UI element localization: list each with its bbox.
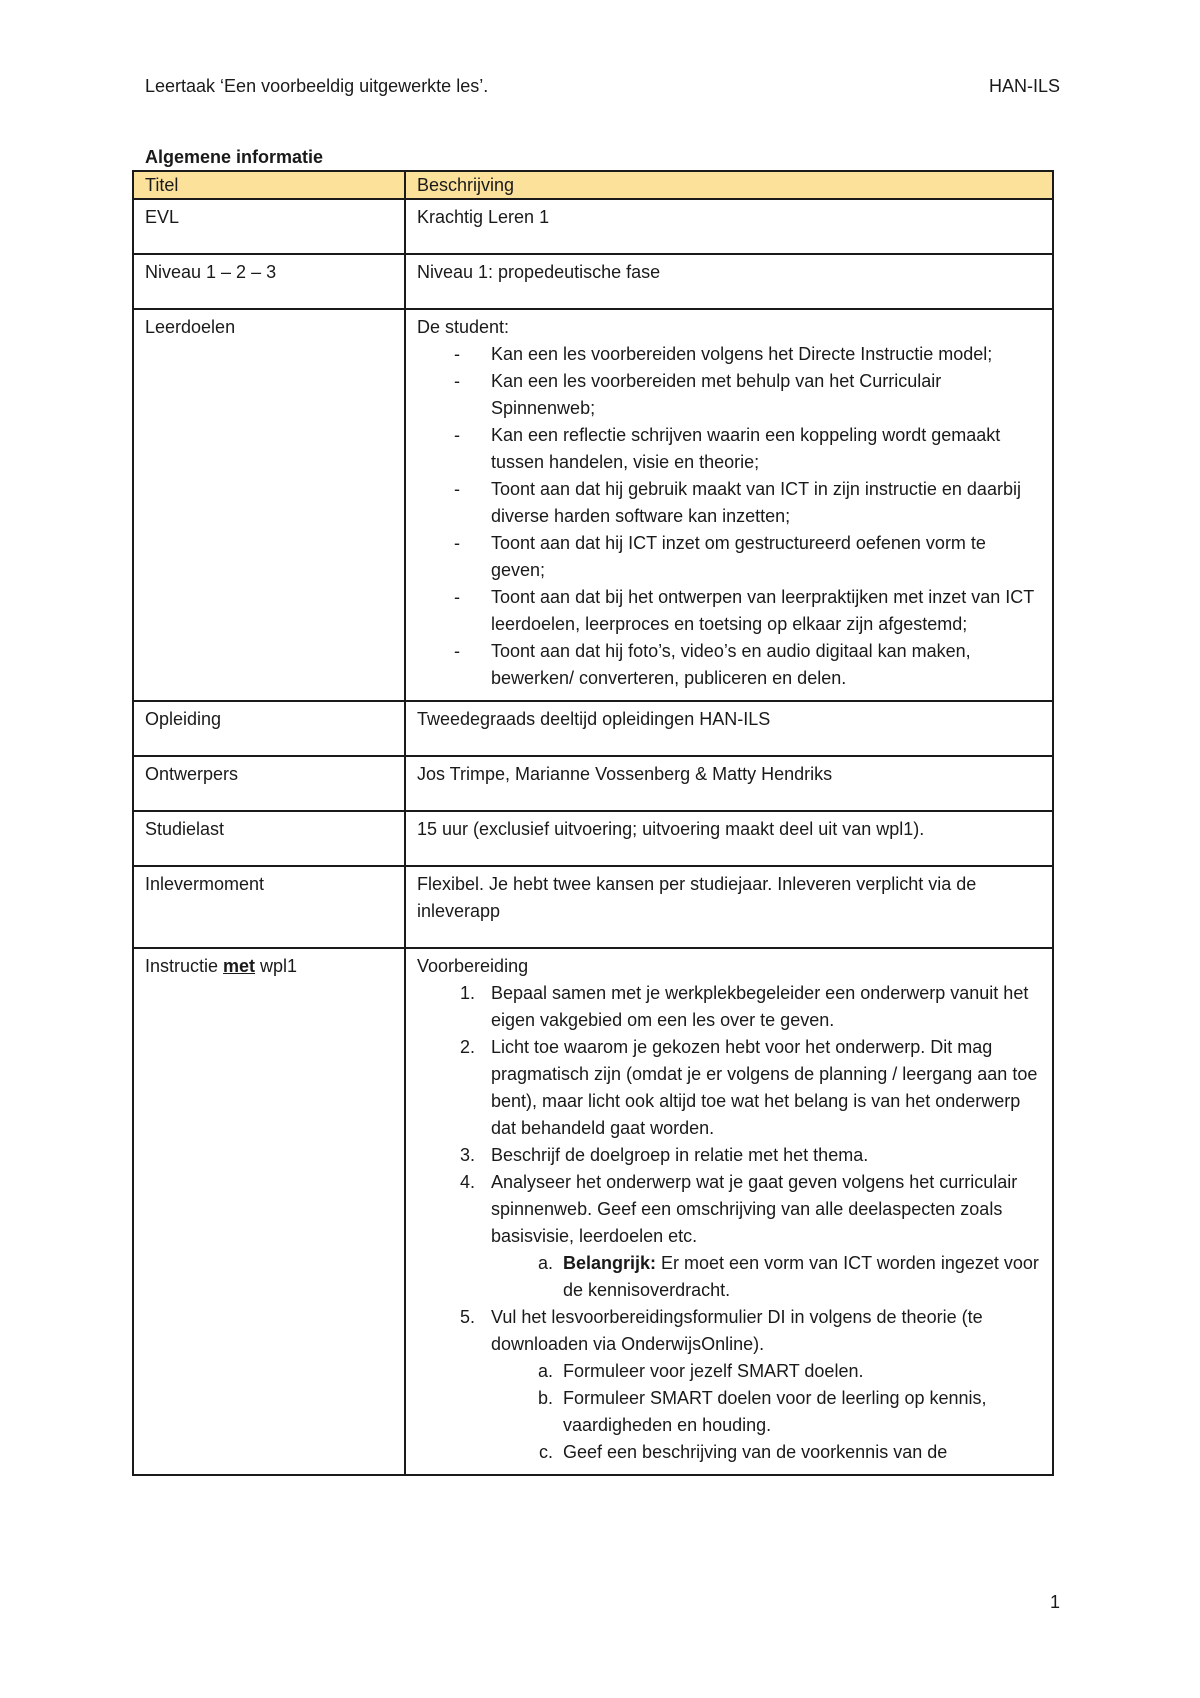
voorbereiding-heading: Voorbereiding	[417, 956, 529, 976]
row-label-opleiding: Opleiding	[133, 701, 405, 756]
voorbereiding-steps	[417, 980, 1041, 1466]
list-item: c. Geef een beschrijving van de voorkennis van de	[538, 1442, 948, 1462]
row-value-ontwerpers: Jos Trimpe, Marianne Vossenberg & Matty Hendriks	[405, 756, 1053, 811]
table-row	[133, 948, 1053, 1475]
table-row	[133, 756, 1053, 811]
list-item: - Kan een les voorbereiden volgens het Directe Instructie model;	[454, 344, 993, 364]
list-item: - Toont aan dat hij foto’s, video’s en audio digitaal kan maken, bewerken/ converteren, publiceren en delen.	[454, 641, 971, 688]
list-item: a. Belangrijk: Er moet een vorm van ICT worden ingezet voor de kennisoverdracht.	[537, 1253, 1039, 1300]
list-item: b. Formuleer SMART doelen voor de leerling op kennis, vaardigheden en houding.	[537, 1388, 987, 1435]
list-item: 1. Bepaal samen met je werkplekbegeleider een onderwerp vanuit het eigen vakgebied om een les over te geven.	[459, 983, 1029, 1030]
list-item: 4. Analyseer het onderwerp wat je gaat geven volgens het curriculair spinnenweb. Geef een omschrijving van alle deelaspecten zoals basisvisie, leerdoelen etc. a. Belangrijk: Er moet een vorm van ICT worden ingezet voor de kennisoverdracht.	[417, 1169, 1041, 1304]
list-item: 2. Licht toe waarom je gekozen hebt voor het onderwerp. Dit mag pragmatisch zijn (omdat je er volgens de planning / leergang aan toe bent), maar licht ook altijd toe wat het belang is van het onderwerp dat behandeld gaat worden.	[459, 1037, 1038, 1138]
table-row	[133, 866, 1053, 948]
header-document-title: Leertaak ‘Een voorbeeldig uitgewerkte les’.	[145, 76, 489, 96]
column-header-beschrijving: Beschrijving	[405, 171, 1053, 199]
list-item: 5. Vul het lesvoorbereidingsformulier DI in volgens de theorie (te downloaden via OnderwijsOnline). a. Formuleer voor jezelf SMART doelen. b. Formuleer SMART doelen voor de leerling op kennis, vaardigheden en houding. c. Geef een beschrijving van de voorkennis van de	[417, 1304, 1041, 1466]
row-label-ontwerpers: Ontwerpers	[133, 756, 405, 811]
page-number: 1	[1049, 1592, 1060, 1612]
table-row	[133, 811, 1053, 866]
list-item: a. Formuleer voor jezelf SMART doelen.	[537, 1361, 864, 1381]
list-item: - Toont aan dat bij het ontwerpen van leerpraktijken met inzet van ICT leerdoelen, leerproces en toetsing op elkaar zijn afgestemd;	[454, 587, 1034, 634]
row-label-niveau: Niveau 1 – 2 – 3	[133, 254, 405, 309]
leerdoelen-list	[417, 341, 1041, 692]
row-value-leerdoelen	[405, 309, 1053, 701]
row-value-niveau: Niveau 1: propedeutische fase	[405, 254, 1053, 309]
row-value-inlevermoment: Flexibel. Je hebt twee kansen per studiejaar. Inleveren verplicht via de inleverapp	[405, 866, 1053, 948]
table-row	[133, 309, 1053, 701]
section-title: Algemene informatie	[145, 147, 324, 167]
row-label-studielast: Studielast	[133, 811, 405, 866]
list-item: - Kan een reflectie schrijven waarin een koppeling wordt gemaakt tussen handelen, visie en theorie;	[454, 425, 1001, 472]
row-label-evl: EVL	[133, 199, 405, 254]
table-row	[133, 199, 1053, 254]
info-table	[132, 170, 1054, 1476]
list-item: 3. Beschrijf de doelgroep in relatie met het thema.	[459, 1145, 869, 1165]
row-value-evl: Krachtig Leren 1	[405, 199, 1053, 254]
row-label-inlevermoment: Inlevermoment	[133, 866, 405, 948]
leerdoelen-intro: De student:	[417, 317, 510, 337]
list-item: - Toont aan dat hij gebruik maakt van ICT in zijn instructie en daarbij diverse harden software kan inzetten;	[454, 479, 1021, 526]
sub-steps	[491, 1250, 1041, 1304]
row-value-studielast: 15 uur (exclusief uitvoering; uitvoering maakt deel uit van wpl1).	[405, 811, 1053, 866]
table-header-row	[133, 171, 1053, 199]
column-header-titel: Titel	[133, 171, 405, 199]
underlined-word-met: met	[223, 956, 256, 976]
row-label-instructie: Instructie met wpl1	[133, 948, 405, 1475]
row-value-instructie	[405, 948, 1053, 1475]
header-organization: HAN-ILS	[988, 76, 1060, 96]
list-item: - Toont aan dat hij ICT inzet om gestructureerd oefenen vorm te geven;	[454, 533, 986, 580]
table-row	[133, 254, 1053, 309]
row-value-opleiding: Tweedegraads deeltijd opleidingen HAN-ILS	[405, 701, 1053, 756]
table-row	[133, 701, 1053, 756]
row-label-leerdoelen: Leerdoelen	[133, 309, 405, 701]
list-item: - Kan een les voorbereiden met behulp van het Curriculair Spinnenweb;	[454, 371, 942, 418]
sub-steps	[491, 1358, 1041, 1466]
